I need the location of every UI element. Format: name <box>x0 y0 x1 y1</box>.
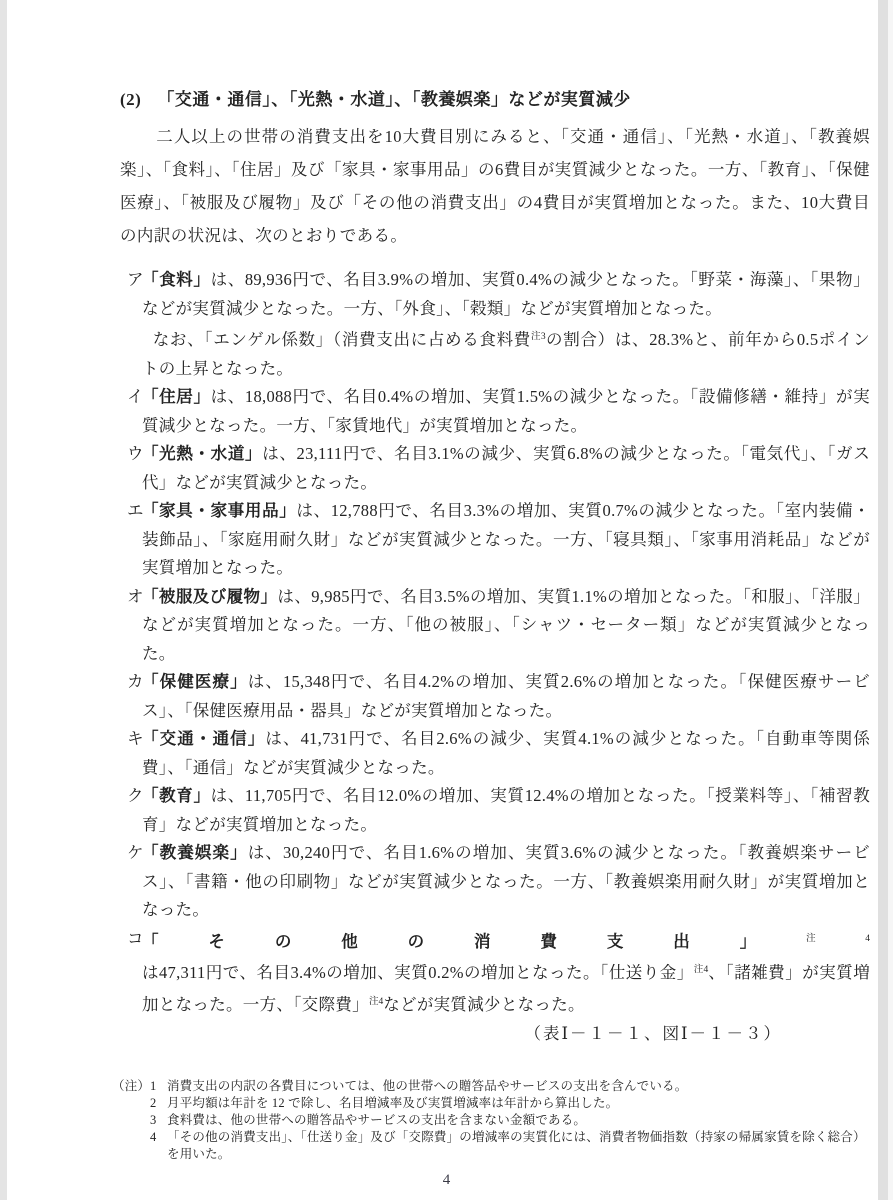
notes-section <box>112 1078 870 1163</box>
item-body: は、15,348円で、名目4.2%の増加、実質2.6%の増加となった。「保健医療サービス」、「保健医療用品・器具」などが実質増加となった。 <box>142 672 870 720</box>
note-row <box>112 1095 870 1112</box>
item-label: キ <box>127 729 144 748</box>
section-heading-text: 「交通・通信」、「光熱・水道」、「教養娯楽」などが実質減少 <box>157 90 631 109</box>
item-title: 「交通・通信」 <box>142 730 266 748</box>
item-body: は、30,240円で、名目1.6%の増加、実質3.6%の減少となった。「教養娯楽サービス」、「書籍・他の印刷物」などが実質減少となった。一方、「教養娯楽用耐久財」が実質増加となった。 <box>142 843 870 919</box>
note-reference: 注4 <box>693 965 709 975</box>
note-text: 月平均額は年計を 12 で除し、名目増減率及び実質増減率は年計から算出した。 <box>167 1096 619 1110</box>
item-label: ア <box>127 270 144 289</box>
page-content <box>112 88 871 1163</box>
item-title: 「光熱・水道」 <box>142 445 263 463</box>
left-edge-strip <box>0 0 7 1200</box>
intro-paragraph: 二人以上の世帯の消費支出を10大費目別にみると、「交通・通信」、「光熱・水道」、「教養娯楽」、「食料」、「住居」及び「家具・家事用品」の6費目が実質減少となった。一方、「教育」、「保健医療」、「被服及び履物」及び「その他の消費支出」の4費目が実質増加となった。また、10大費目の内訳の状況は、次のとおりである。 <box>120 127 870 245</box>
item-body: は、12,788円で、名目3.3%の増加、実質0.7%の減少となった。「室内装備・装飾品」、「家庭用耐久財」などが実質減少となった。一方、「寝具類」、「家事用消耗品」などが実質増加となった。 <box>142 501 870 577</box>
item-body: $^{注4}$は47,311円で、名目3.4%の増加、実質0.2%の増加となった。「仕送り金」$^{注4}$、「諸雑費」が実質増加となった。一方、「交際費」$^{注4}$などが実質減少となった。 <box>142 933 871 1014</box>
section-heading-number: (2) <box>120 90 142 109</box>
item-body: は、89,936円で、名目3.9%の増加、実質0.4%の減少となった。「野菜・海藻」、「果物」などが実質減少となった。一方、「外食」、「穀類」などが実質増加となった。 <box>142 270 871 318</box>
expense-item <box>127 725 870 782</box>
note-text: 「その他の消費支出」、「仕送り金」及び「交際費」の増減率の実質化には、消費者物価指数（持家の帰属家賃を除く総合）を用いた。 <box>167 1130 866 1161</box>
expense-item-list <box>120 266 870 1019</box>
expense-item <box>127 440 870 497</box>
right-edge-strip-outer <box>888 0 893 1200</box>
note-number: 4 <box>150 1130 157 1144</box>
note-number: 2 <box>150 1096 157 1110</box>
note-number: 1 <box>150 1079 157 1093</box>
item-label: オ <box>127 586 144 606</box>
note-row <box>112 1112 870 1129</box>
item-label: コ <box>127 928 144 948</box>
note-reference: 注4 <box>806 933 870 944</box>
item-title: 「被服及び履物」 <box>142 587 278 606</box>
item-label: エ <box>127 501 144 520</box>
expense-item <box>127 383 870 440</box>
item-label: ウ <box>127 444 144 463</box>
item-body: は、18,088円で、名目0.4%の増加、実質1.5%の減少となった。「設備修繕・維持」が実質減少となった。一方、「家賃地代」が実質増加となった。 <box>142 387 870 435</box>
expense-item <box>127 668 870 725</box>
expense-item <box>127 839 870 925</box>
item-label: ケ <box>127 843 144 862</box>
item-title: 「食料」 <box>142 271 211 289</box>
item-body: は、9,985円で、名目3.5%の増加、実質1.1%の増加となった。「和服」、「洋服」などが実質増加となった。一方、「他の被服」、「シャツ・セーター類」などが実質減少となった。 <box>142 586 870 663</box>
item-body: は、41,731円で、名目2.6%の減少、実質4.1%の減少となった。「自動車等関係費」、「通信」などが実質減少となった。 <box>142 729 870 777</box>
note-text: 食料費は、他の世帯への贈答品やサービスの支出を含まない金額である。 <box>167 1113 587 1127</box>
page-number: 4 <box>442 1172 451 1188</box>
notes-label: （注） <box>112 1079 151 1093</box>
table-figure-reference: （表Ⅰ－１－１、図Ⅰ－１－３） <box>524 1024 782 1043</box>
right-edge-strip <box>878 0 888 1200</box>
item-title: 「その他の消費支出」 <box>142 932 807 951</box>
note-number: 3 <box>150 1113 157 1127</box>
item-title: 「教育」 <box>142 787 211 805</box>
note-text: 消費支出の内訳の各費目については、他の世帯への贈答品やサービスの支出を含んでいる。 <box>167 1079 688 1093</box>
engel-coefficient-note: なお、「エンゲル係数」（消費支出に占める食料費$^{注3}$の割合）は、28.3%と、前年から0.5ポイントの上昇となった。 <box>142 330 870 378</box>
item-body: は、11,705円で、名目12.0%の増加、実質12.4%の増加となった。「授業料等」、「補習教育」などが実質増加となった。 <box>142 786 870 834</box>
note-row <box>112 1078 870 1095</box>
expense-item <box>127 925 871 1020</box>
section-heading <box>120 88 870 112</box>
note-reference: 注4 <box>368 996 384 1007</box>
item-label: ク <box>127 786 144 805</box>
item-title: 「住居」 <box>142 388 211 406</box>
item-label: カ <box>127 672 144 691</box>
item-label: イ <box>127 387 144 406</box>
item-title: 「教養娯楽」 <box>142 844 248 862</box>
note-row <box>112 1129 870 1163</box>
note-reference: 注3 <box>531 332 546 342</box>
expense-item <box>127 497 870 583</box>
item-title: 「家具・家事用品」 <box>142 502 297 520</box>
item-body: は、23,111円で、名目3.1%の減少、実質6.8%の減少となった。「電気代」、「ガス代」などが実質減少となった。 <box>142 444 870 492</box>
expense-item <box>127 583 870 669</box>
expense-item <box>127 266 871 383</box>
item-title: 「保健医療」 <box>142 673 248 691</box>
expense-item <box>127 782 870 839</box>
notes-list <box>112 1078 870 1163</box>
